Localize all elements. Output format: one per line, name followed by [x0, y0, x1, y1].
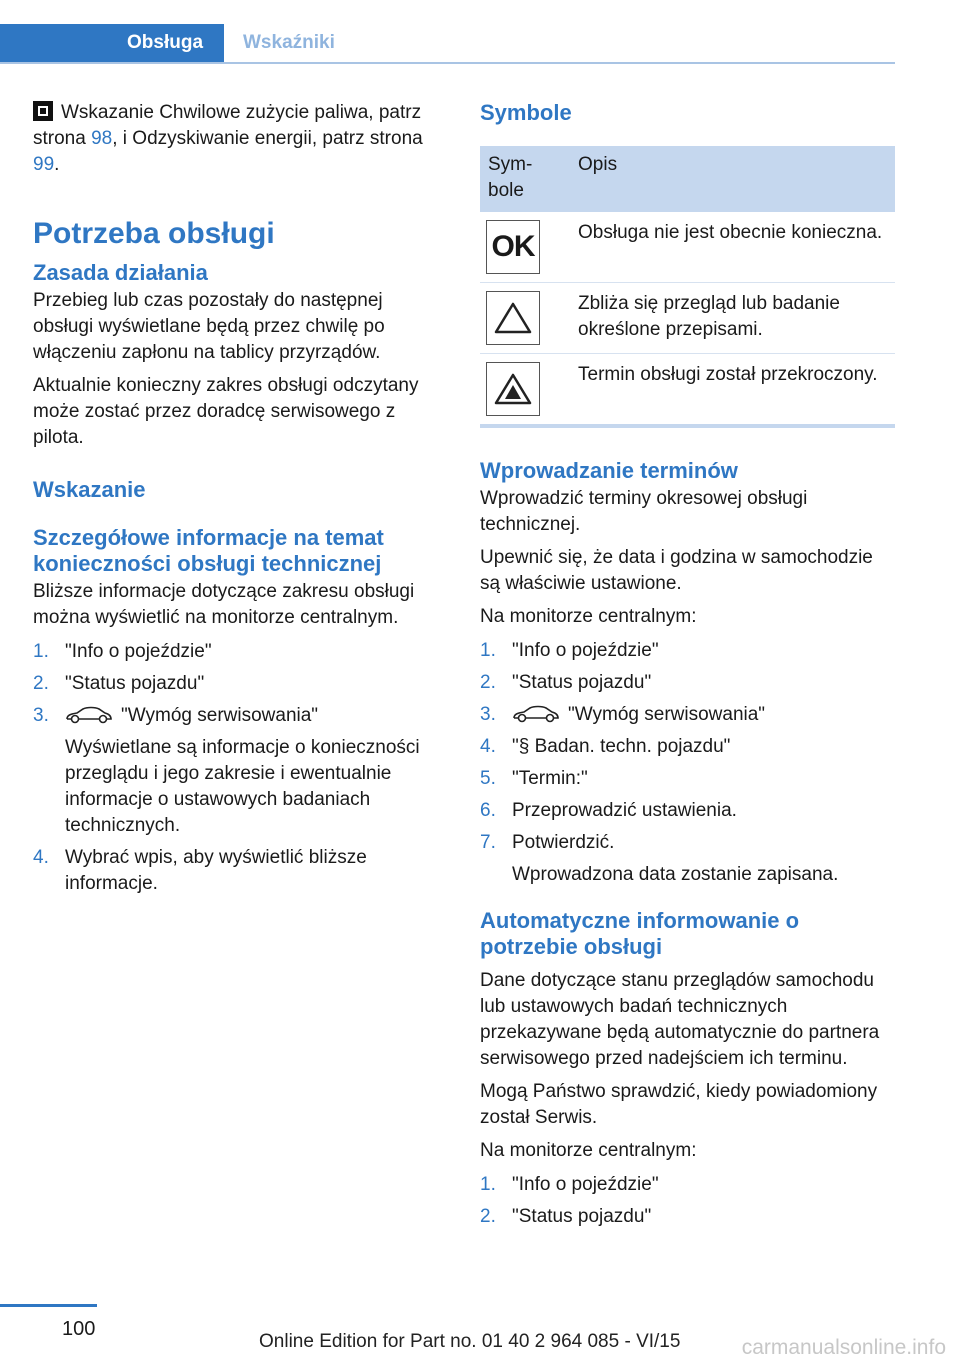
step-text: Potwierdzić. [512, 832, 615, 853]
footer-accent-line [0, 1304, 97, 1307]
symbol-cell [480, 283, 570, 354]
tab-wskazniki[interactable]: Wskaźniki [243, 32, 335, 53]
step-text: "Status pojazdu" [65, 673, 205, 694]
list-item [480, 798, 895, 824]
watermark: carmanualsonline.info [741, 1336, 946, 1359]
list-item [33, 845, 448, 897]
list-item [480, 734, 895, 760]
table-row [480, 354, 895, 425]
step-number: 4. [480, 736, 496, 757]
step-number: 2. [480, 1206, 496, 1227]
desc-cell: Obsługa nie jest obecnie konieczna. [570, 212, 895, 283]
auto-paragraph-1: Dane dotyczące stanu przeglądów samochodu lub ustawowych badań technicznych przekazywane będą automatycznie do partnera serwisowego przed nadejściem ich terminu. [480, 970, 880, 1069]
auto-paragraph-3: Na monitorze centralnym: [480, 1140, 697, 1161]
wprowadzanie-paragraph-2: Upewnić się, że data i godzina w samochodzie są właściwie ustawione. [480, 547, 873, 594]
intro-text-a: Wskazanie Chwilowe zużycie paliwa, patrz strona [33, 102, 422, 149]
step-number: 3. [33, 705, 49, 726]
step-number: 4. [33, 847, 49, 868]
details-heading: Szczegółowe informacje na temat konieczności obsługi technicznej [33, 525, 384, 576]
list-item [33, 671, 448, 697]
intro-text-c: . [54, 154, 60, 175]
step-text: Przeprowadzić ustawienia. [512, 800, 737, 821]
left-column [33, 100, 448, 903]
symbols-table [480, 146, 895, 424]
auto-paragraph-2: Mogą Państwo sprawdzić, kiedy powiadomiony został Serwis. [480, 1081, 878, 1128]
col-desc-header: Opis [570, 146, 895, 212]
edition-note: Online Edition for Part no. 01 40 2 964 085 - VI/15 [259, 1331, 681, 1352]
step-text: "Status pojazdu" [512, 672, 652, 693]
auto-steps [480, 1172, 895, 1230]
details-steps [33, 639, 448, 897]
step-number: 5. [480, 768, 496, 789]
table-header-row [480, 146, 895, 212]
desc-cell: Termin obsługi został przekroczony. [578, 364, 878, 385]
list-item [480, 702, 895, 728]
list-item [33, 639, 448, 665]
wprowadzanie-steps [480, 638, 895, 888]
list-item [480, 670, 895, 696]
step-text: "Wymóg serwisowania" [121, 705, 319, 726]
right-column [480, 100, 895, 1236]
list-item [480, 766, 895, 792]
zasada-paragraph-2: Aktualnie konieczny zakres obsługi odczytany może zostać przez doradcę serwisowego z pilota. [33, 375, 419, 448]
step-text: "Status pojazdu" [512, 1206, 652, 1227]
table-row [480, 283, 895, 354]
step-number: 1. [480, 640, 496, 661]
display-square-icon [33, 101, 53, 121]
step-number: 1. [480, 1174, 496, 1195]
step-number: 3. [480, 704, 496, 725]
zasada-heading: Zasada działania [33, 260, 208, 285]
step-number: 2. [33, 673, 49, 694]
details-paragraph: Bliższe informacje dotyczące zakresu obsługi można wyświetlić na monitorze centralnym. [33, 581, 415, 628]
step-text: "Info o pojeździe" [512, 640, 659, 661]
list-item [480, 830, 895, 888]
car-icon [65, 705, 113, 725]
wskazanie-heading: Wskazanie [33, 477, 146, 502]
page-link-99[interactable]: 99 [33, 154, 55, 175]
car-icon [512, 704, 560, 724]
wprowadzanie-paragraph-1: Wprowadzić terminy okresowej obsługi technicznej. [480, 488, 808, 535]
page-number: 100 [62, 1318, 96, 1340]
list-item [480, 1204, 895, 1230]
table-row [480, 212, 895, 283]
intro-text-b: , i Odzyskiwanie energii, patrz strona [112, 128, 423, 149]
step-text: "§ Badan. techn. pojazdu" [512, 736, 731, 757]
list-item [33, 703, 448, 839]
symbol-cell [480, 354, 570, 425]
step-number: 2. [480, 672, 496, 693]
list-item [480, 638, 895, 664]
table-bottom-border [480, 424, 895, 428]
zasada-paragraph-1: Przebieg lub czas pozostały do następnej obsługi wyświetlane będą przez chwilę po włączeniu zapłonu na tablicy przyrządów. [33, 290, 385, 363]
step-text: Wybrać wpis, aby wyświetlić bliższe informacje. [65, 847, 367, 894]
step-number: 1. [33, 641, 49, 662]
step-text: "Info o pojeździe" [512, 1174, 659, 1195]
step-subtext: Wprowadzona data zostanie zapisana. [512, 864, 839, 885]
symbole-heading: Symbole [480, 100, 572, 125]
step-number: 6. [480, 800, 496, 821]
step-text: "Wymóg serwisowania" [568, 704, 766, 725]
ok-symbol-text: OK [491, 230, 535, 263]
step-text: "Termin:" [512, 768, 588, 789]
symbol-cell [480, 212, 570, 283]
section-title: Potrzeba obsługi [33, 217, 275, 250]
col-symbol-header: Sym- bole [480, 146, 570, 212]
page-link-98[interactable]: 98 [91, 128, 113, 149]
intro-paragraph [33, 100, 448, 178]
chapter-tabs [0, 24, 895, 64]
wprowadzanie-paragraph-3: Na monitorze centralnym: [480, 606, 697, 627]
wprowadzanie-heading: Wprowadzanie terminów [480, 458, 738, 483]
tab-obsluga[interactable]: Obsługa [0, 24, 224, 62]
step-number: 7. [480, 832, 496, 853]
list-item [480, 1172, 895, 1198]
overdue-triangle-icon [486, 362, 540, 416]
step-text: "Info o pojeździe" [65, 641, 212, 662]
desc-cell: Zbliża się przegląd lub badanie określone przepisami. [570, 283, 895, 354]
warning-triangle-icon [486, 291, 540, 345]
step-subtext: Wyświetlane są informacje o konieczności przeglądu i jego zakresie i ewentualnie informacje o ustawowych badaniach technicznych. [65, 737, 420, 836]
ok-icon [486, 220, 540, 274]
auto-heading: Automatyczne informowanie o potrzebie obsługi [480, 908, 800, 959]
